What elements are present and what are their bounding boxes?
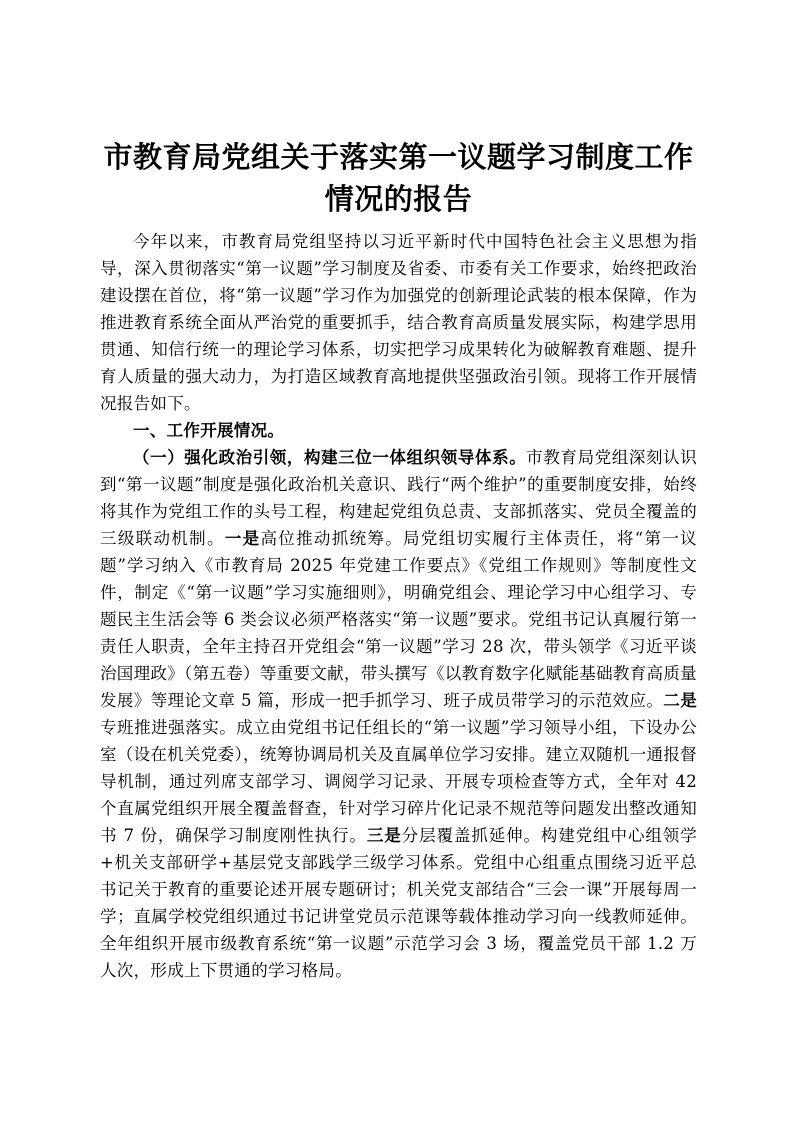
text-run: 市教育局党组深刻认识到“第一议题”制度是强化政治机关意识、践行“两个维护”的重要制度安排，始终将其作为党组工作的头号工程，构建起党组负总责、支部抓落实、党员全覆盖的三级联动机制。 (100, 448, 697, 548)
paragraph (100, 228, 697, 417)
text-run-bold: 三是 (366, 826, 402, 845)
paragraph (100, 444, 697, 984)
text-run-bold: 二是 (663, 691, 697, 710)
document-title: 市教育局党组关于落实第一议题学习制度工作情况的报告 (103, 140, 694, 216)
text-run: 专班推进强落实。成立由党组书记任组长的“第一议题”学习领导小组，下设办公室（设在机关党委），统筹协调局机关及直属单位学习安排。建立双随机一通报督导机制，通过列席支部学习、调阅学习记录、开展专项检查等方式，全年对 42 个直属党组织开展全覆盖督查，针对学习碎片化记录不规范等问题发出整改通知书 7 份，确保学习制度刚性执行。 (100, 718, 697, 845)
text-run: 分层覆盖抓延伸。构建党组中心组领学+机关支部研学+基层党支部践学三级学习体系。党组中心组重点围绕习近平总书记关于教育的重要论述开展专题研讨；机关党支部结合“三会一课”开展每周一学；直属学校党组织通过书记讲堂党员示范课等载体推动学习向一线教师延伸。全年组织开展市级教育系统“第一议题”示范学习会 3 场，覆盖党员干部 1.2 万人次，形成上下贯通的学习格局。 (100, 826, 697, 980)
text-run-bold: 一、工作开展情况。 (133, 421, 285, 440)
text-run: 高位推动抓统筹。局党组切实履行主体责任，将“第一议题”学习纳入《市教育局 2025 年党建工作要点》《党组工作规则》等制度性文件，制定《“第一议题”学习实施细则》，明确党组会、理论学习中心组学习、专题民主生活会等 6 类会议必须严格落实“第一议题”要求。党组书记认真履行第一责任人职责，全年主持召开党组会“第一议题”学习 28 次，带头领学《习近平谈治国理政》（第五卷）等重要文献，带头撰写《以教育数字化赋能基础教育高质量发展》等理论文章 5 篇，形成一把手抓学习、班子成员带学习的示范效应。 (100, 529, 697, 710)
document-body (100, 228, 697, 984)
text-run-bold: 一是 (224, 529, 261, 548)
text-run-bold: （一）强化政治引领，构建三位一体组织领导体系。 (133, 448, 527, 467)
section-heading (100, 417, 697, 444)
text-run: 今年以来，市教育局党组坚持以习近平新时代中国特色社会主义思想为指导，深入贯彻落实“第一议题”学习制度及省委、市委有关工作要求，始终把政治建设摆在首位，将“第一议题”学习作为加强党的创新理论武装的根本保障，作为推进教育系统全面从严治党的重要抓手，结合教育高质量发展实际，构建学思用贯通、知信行统一的理论学习体系，切实把学习成果转化为破解教育难题、提升育人质量的强大动力，为打造区域教育高地提供坚强政治引领。现将工作开展情况报告如下。 (100, 232, 697, 413)
